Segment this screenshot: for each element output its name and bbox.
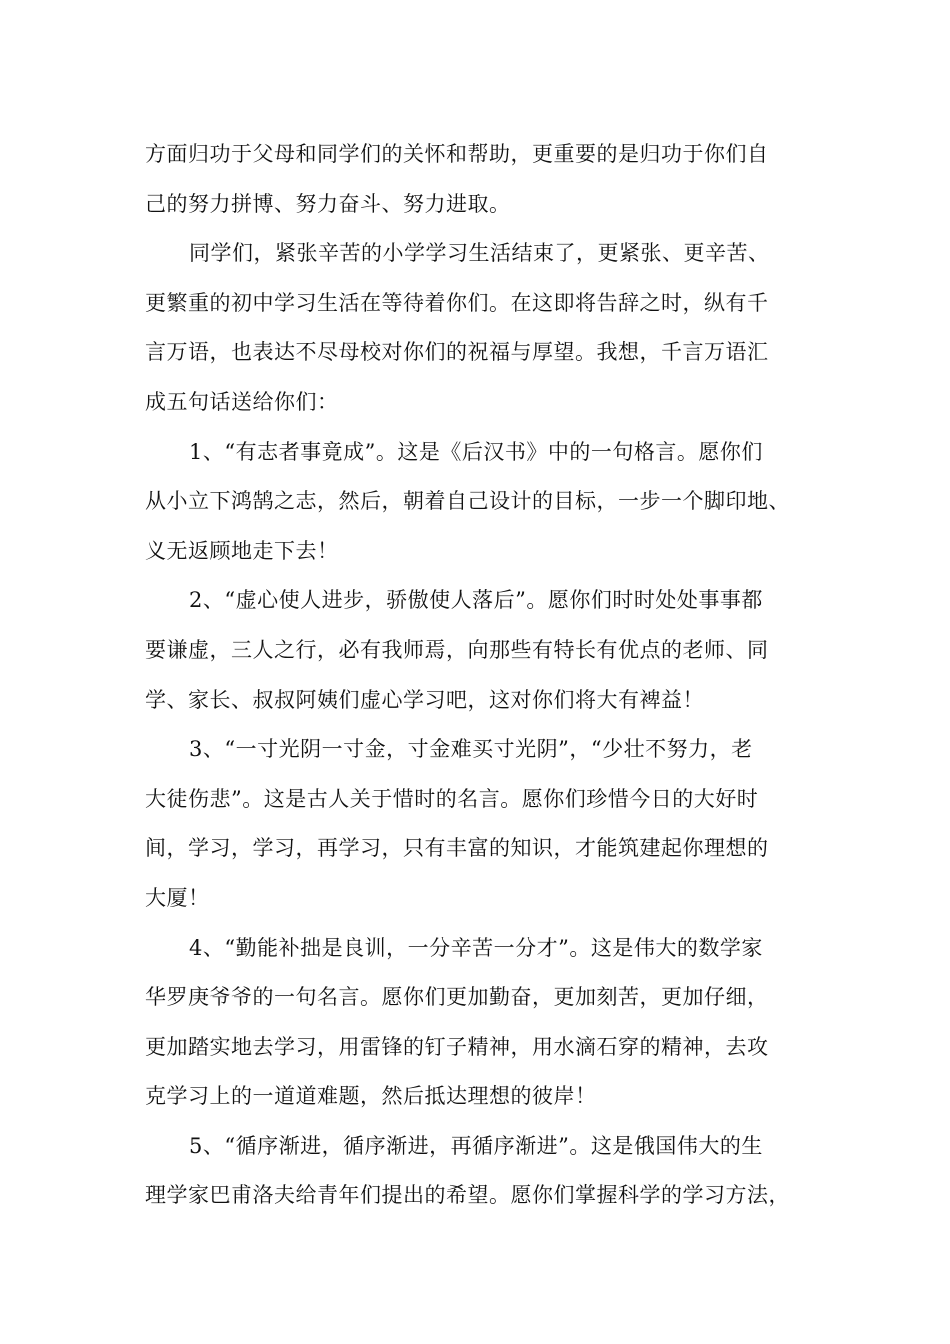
text-line: 从小立下鸿鹄之志，然后，朝着自己设计的目标，一步一个脚印地、 [145, 489, 790, 514]
text-line: 更繁重的初中学习生活在等待着你们。在这即将告辞之时，纵有千 [145, 290, 769, 315]
text-line: 更加踏实地去学习，用雷锋的钉子精神，用水滴石穿的精神，去攻 [145, 1034, 769, 1059]
text-line: 1、“有志者事竟成”。这是《后汉书》中的一句格言。愿你们 [189, 439, 763, 464]
text-line: 间，学习，学习，再学习，只有丰富的知识，才能筑建起你理想的 [145, 836, 769, 861]
body-text [145, 130, 825, 1221]
text-line: 要谦虚，三人之行，必有我师焉，向那些有特长有优点的老师、同 [145, 637, 769, 662]
text-line: 大徒伤悲”。这是古人关于惜时的名言。愿你们珍惜今日的大好时 [145, 786, 759, 811]
text-line: 5、“循序渐进，循序渐进，再循序渐进”。这是俄国伟大的生 [189, 1133, 763, 1158]
text-line: 己的努力拼博、努力奋斗、努力进取。 [145, 191, 511, 216]
text-line: 方面归功于父母和同学们的关怀和帮助，更重要的是归功于你们自 [145, 142, 769, 166]
text-line: 同学们，紧张辛苦的小学学习生活结束了，更紧张、更辛苦、 [189, 241, 770, 266]
text-line: 华罗庚爷爷的一句名言。愿你们更加勤奋，更加刻苦，更加仔细， [145, 985, 769, 1010]
text-line: 义无返顾地走下去！ [145, 538, 339, 563]
text-line: 言万语，也表达不尽母校对你们的祝福与厚望。我想，千言万语汇 [145, 340, 769, 365]
text-line: 理学家巴甫洛夫给青年们提出的希望。愿你们掌握科学的学习方法， [145, 1183, 790, 1208]
text-line: 学、家长、叔叔阿姨们虚心学习吧，这对你们将大有裨益！ [145, 687, 704, 712]
text-line: 成五句话送给你们： [145, 389, 339, 414]
text-line: 克学习上的一道道难题，然后抵达理想的彼岸！ [145, 1084, 597, 1109]
text-line: 大厦！ [145, 885, 210, 910]
text-line: 2、“虚心使人进步，骄傲使人落后”。愿你们时时处处事事都 [189, 588, 763, 613]
text-line: 3、“一寸光阴一寸金，寸金难买寸光阴”，“少壮不努力，老 [189, 737, 753, 762]
text-line: 4、“勤能补拙是良训，一分辛苦一分才”。这是伟大的数学家 [189, 935, 763, 960]
